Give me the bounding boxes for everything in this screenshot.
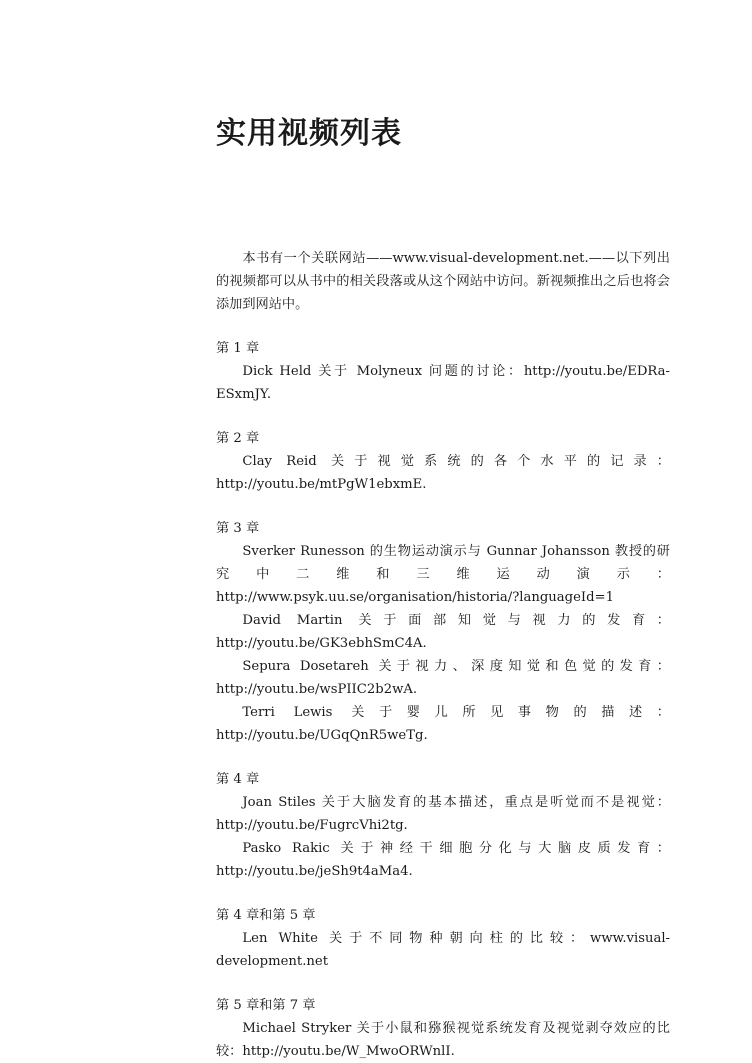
video-entry: Michael Stryker 关于小鼠和猕猴视觉系统发育及视觉剥夺效应的比较：http://youtu.be/W_MwoORWnlI. bbox=[216, 1021, 670, 1059]
video-entry: Joan Stiles 关于大脑发育的基本描述，重点是听觉而不是视觉：http://youtu.be/FugrcVhi2tg. bbox=[216, 795, 670, 833]
chapter-heading: 第 5 章和第 7 章 bbox=[216, 998, 316, 1013]
chapter-section bbox=[216, 768, 670, 883]
video-entry: Clay Reid 关于视觉系统的各个水平的记录：http://youtu.be/mtPgW1ebxmE. bbox=[216, 454, 670, 492]
chapter-section bbox=[216, 517, 670, 747]
intro-paragraph: 本书有一个关联网站——www.visual-development.net.——以下列出的视频都可以从书中的相关段落或从这个网站中访问。新视频推出之后也将会添加到网站中。 bbox=[216, 251, 670, 312]
page-title: 实用视频列表 bbox=[216, 116, 402, 151]
chapter-heading: 第 2 章 bbox=[216, 431, 260, 446]
video-entry: David Martin 关于面部知觉与视力的发育：http://youtu.be/GK3ebhSmC4A. bbox=[216, 613, 670, 651]
video-entry: Terri Lewis 关于婴儿所见事物的描述：http://youtu.be/UGqQnR5weTg. bbox=[216, 705, 670, 743]
video-entry: Dick Held 关于 Molyneux 问题的讨论：http://youtu.be/EDRa-ESxmJY. bbox=[216, 364, 670, 402]
chapter-heading: 第 1 章 bbox=[216, 341, 260, 356]
video-entry: Pasko Rakic 关于神经干细胞分化与大脑皮质发育：http://youtu.be/jeSh9t4aMa4. bbox=[216, 841, 670, 879]
chapter-heading: 第 3 章 bbox=[216, 521, 260, 536]
chapter-section bbox=[216, 427, 670, 496]
chapter-section bbox=[216, 994, 670, 1063]
video-entry: Sepura Dosetareh 关于视力、深度知觉和色觉的发育：http://youtu.be/wsPIIC2b2wA. bbox=[216, 659, 670, 697]
chapter-heading: 第 4 章和第 5 章 bbox=[216, 908, 316, 923]
chapter-section bbox=[216, 904, 670, 973]
chapter-section bbox=[216, 337, 670, 406]
content-body bbox=[216, 247, 670, 1063]
video-entry: Len White 关于不同物种朝向柱的比较：www.visual-development.net bbox=[216, 931, 670, 969]
chapter-heading: 第 4 章 bbox=[216, 772, 260, 787]
video-entry: Sverker Runesson 的生物运动演示与 Gunnar Johansson 教授的研究中二维和三维运动演示：http://www.psyk.uu.se/organisation/historia/?languageId=1 bbox=[216, 544, 670, 605]
